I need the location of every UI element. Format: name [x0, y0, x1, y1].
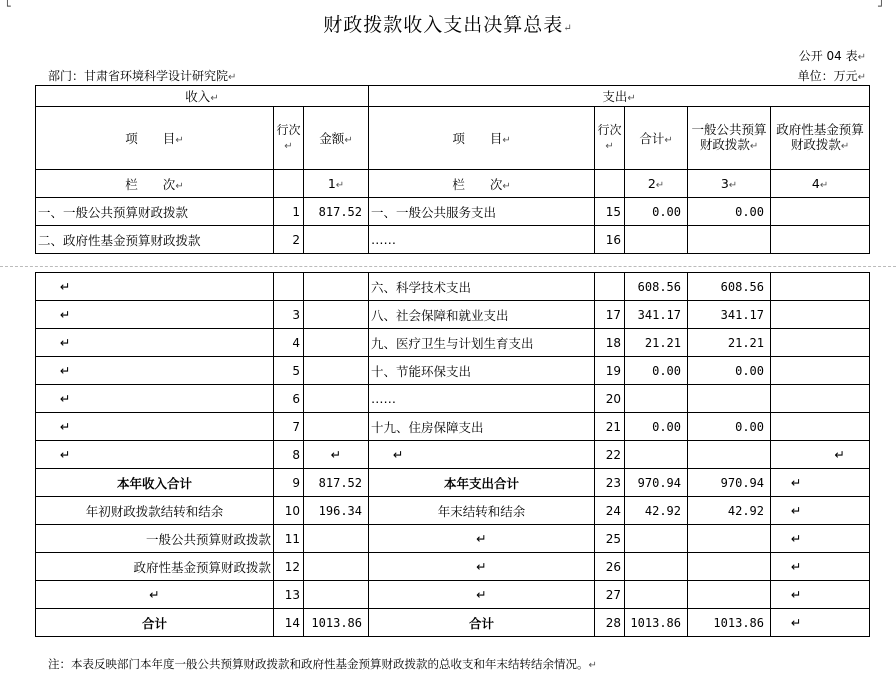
total-cell: 1013.86	[625, 609, 688, 637]
lanci-income-line	[274, 170, 304, 198]
expense-item-cell: ……	[369, 385, 595, 413]
table-row	[36, 413, 870, 441]
income-amount-cell	[304, 273, 369, 301]
general-budget-cell: 0.00	[688, 413, 771, 441]
expense-line-cell: 28	[595, 609, 625, 637]
general-budget-cell: 0.00	[688, 198, 771, 226]
table-row	[36, 469, 870, 497]
income-amount-cell	[304, 301, 369, 329]
footnote: 注：本表反映部门本年度一般公共预算财政拨款和政府性基金预算财政拨款的总收支和年末结转结余情况。↵	[48, 657, 597, 671]
fund-budget-cell: ↵	[771, 497, 870, 525]
income-line-cell: 1	[274, 198, 304, 226]
general-budget-cell	[688, 226, 771, 254]
income-item-cell: ↵	[36, 385, 274, 413]
total-header: 合计↵	[625, 107, 688, 170]
expense-item-cell: 一、一般公共服务支出	[369, 198, 595, 226]
fund-budget-cell	[771, 413, 870, 441]
income-item-cell: 一、一般公共预算财政拨款	[36, 198, 274, 226]
income-line-cell	[274, 273, 304, 301]
general-budget-cell	[688, 385, 771, 413]
expense-line-cell: 23	[595, 469, 625, 497]
fund-budget-cell	[771, 329, 870, 357]
income-line-cell: 2	[274, 226, 304, 254]
income-line-cell: 3	[274, 301, 304, 329]
expense-item-cell: ……	[369, 226, 595, 254]
income-item-cell: 二、政府性基金预算财政拨款	[36, 226, 274, 254]
total-cell: 21.21	[625, 329, 688, 357]
general-budget-cell: 970.94	[688, 469, 771, 497]
expense-line-cell: 19	[595, 357, 625, 385]
expense-line-header: 行次↵	[595, 107, 625, 170]
income-amount-cell: ↵	[304, 441, 369, 469]
table-row	[36, 226, 870, 254]
expense-item-cell: ↵	[369, 441, 595, 469]
fund-budget-header: 政府性基金预算财政拨款↵	[771, 107, 870, 170]
expense-line-cell: 22	[595, 441, 625, 469]
unit-label: 单位：万元↵	[797, 69, 866, 83]
lanci-expense-line	[595, 170, 625, 198]
fund-budget-cell: ↵	[771, 525, 870, 553]
income-item-header: 项 目↵	[36, 107, 274, 170]
income-line-cell: 14	[274, 609, 304, 637]
budget-table-top	[35, 85, 870, 254]
income-line-header: 行次↵	[274, 107, 304, 170]
income-item-cell: ↵	[36, 301, 274, 329]
expense-line-cell: 27	[595, 581, 625, 609]
income-item-cell: 一般公共预算财政拨款	[36, 525, 274, 553]
income-amount-header: 金额↵	[304, 107, 369, 170]
table-row	[36, 301, 870, 329]
fund-budget-cell: ↵	[771, 553, 870, 581]
total-cell: 970.94	[625, 469, 688, 497]
income-amount-cell	[304, 581, 369, 609]
total-cell: 0.00	[625, 357, 688, 385]
general-budget-cell	[688, 581, 771, 609]
table-row	[36, 357, 870, 385]
general-budget-cell: 608.56	[688, 273, 771, 301]
total-cell: 42.92	[625, 497, 688, 525]
general-budget-cell	[688, 525, 771, 553]
table-row	[36, 497, 870, 525]
income-amount-cell	[304, 413, 369, 441]
income-line-cell: 9	[274, 469, 304, 497]
expense-item-cell: ↵	[369, 525, 595, 553]
income-amount-cell	[304, 226, 369, 254]
budget-table-bottom	[35, 272, 870, 637]
income-item-cell: ↵	[36, 357, 274, 385]
income-amount-cell: 817.52	[304, 469, 369, 497]
col-no-general: 3↵	[688, 170, 771, 198]
total-cell	[625, 385, 688, 413]
expense-item-cell: 年末结转和结余	[369, 497, 595, 525]
income-line-cell: 11	[274, 525, 304, 553]
income-item-cell: ↵	[36, 581, 274, 609]
income-line-cell: 5	[274, 357, 304, 385]
expense-line-cell: 21	[595, 413, 625, 441]
expense-item-cell: 六、科学技术支出	[369, 273, 595, 301]
total-cell	[625, 441, 688, 469]
income-line-cell: 6	[274, 385, 304, 413]
fund-budget-cell	[771, 273, 870, 301]
income-amount-cell: 196.34	[304, 497, 369, 525]
fund-budget-cell	[771, 301, 870, 329]
table-row	[36, 581, 870, 609]
expense-line-cell: 16	[595, 226, 625, 254]
total-cell: 608.56	[625, 273, 688, 301]
general-budget-cell: 341.17	[688, 301, 771, 329]
fund-budget-cell: ↵	[771, 469, 870, 497]
expense-item-cell: ↵	[369, 553, 595, 581]
department-label: 部门：甘肃省环境科学设计研究院↵	[48, 69, 237, 83]
expense-line-cell: 25	[595, 525, 625, 553]
expense-line-cell: 24	[595, 497, 625, 525]
income-amount-cell	[304, 329, 369, 357]
general-budget-cell	[688, 553, 771, 581]
income-line-cell: 4	[274, 329, 304, 357]
total-cell: 341.17	[625, 301, 688, 329]
income-amount-cell: 817.52	[304, 198, 369, 226]
income-line-cell: 7	[274, 413, 304, 441]
expense-line-cell: 17	[595, 301, 625, 329]
general-budget-cell: 1013.86	[688, 609, 771, 637]
form-number: 公开 04 表↵	[798, 49, 866, 63]
fund-budget-cell: ↵	[771, 609, 870, 637]
corner-mark-left: └	[4, 0, 11, 13]
income-amount-cell: 1013.86	[304, 609, 369, 637]
expense-line-cell: 18	[595, 329, 625, 357]
expense-item-cell: 八、社会保障和就业支出	[369, 301, 595, 329]
income-line-cell: 13	[274, 581, 304, 609]
general-budget-cell: 0.00	[688, 357, 771, 385]
page-break	[0, 266, 896, 267]
income-amount-cell	[304, 553, 369, 581]
income-line-cell: 12	[274, 553, 304, 581]
expense-item-cell: 本年支出合计	[369, 469, 595, 497]
income-item-cell: 政府性基金预算财政拨款	[36, 553, 274, 581]
total-cell: 0.00	[625, 198, 688, 226]
expense-line-cell: 26	[595, 553, 625, 581]
general-budget-cell: 42.92	[688, 497, 771, 525]
total-cell	[625, 226, 688, 254]
expense-item-header: 项 目↵	[369, 107, 595, 170]
table-row	[36, 273, 870, 301]
general-budget-header: 一般公共预算财政拨款↵	[688, 107, 771, 170]
general-budget-cell: 21.21	[688, 329, 771, 357]
page-title: 财政拨款收入支出决算总表↵	[323, 14, 573, 36]
expense-item-cell: ↵	[369, 581, 595, 609]
expense-item-cell: 十九、住房保障支出	[369, 413, 595, 441]
expense-line-cell	[595, 273, 625, 301]
table-row	[36, 385, 870, 413]
fund-budget-cell	[771, 198, 870, 226]
income-item-cell: 年初财政拨款结转和结余	[36, 497, 274, 525]
col-no-total: 2↵	[625, 170, 688, 198]
table-row	[36, 198, 870, 226]
expense-item-cell: 合计	[369, 609, 595, 637]
fund-budget-cell: ↵	[771, 581, 870, 609]
table-row	[36, 525, 870, 553]
col-no-amount: 1↵	[304, 170, 369, 198]
expense-item-cell: 十、节能环保支出	[369, 357, 595, 385]
expense-line-cell: 15	[595, 198, 625, 226]
income-item-cell: ↵	[36, 329, 274, 357]
income-header: 收入↵	[36, 86, 369, 107]
expense-line-cell: 20	[595, 385, 625, 413]
table-row	[36, 609, 870, 637]
total-cell: 0.00	[625, 413, 688, 441]
table-row	[36, 553, 870, 581]
lanci-income: 栏 次↵	[36, 170, 274, 198]
table-row	[36, 441, 870, 469]
income-line-cell: 10	[274, 497, 304, 525]
expense-header: 支出↵	[369, 86, 870, 107]
total-cell	[625, 525, 688, 553]
total-cell	[625, 581, 688, 609]
income-item-cell: 本年收入合计	[36, 469, 274, 497]
expense-item-cell: 九、医疗卫生与计划生育支出	[369, 329, 595, 357]
lanci-expense: 栏 次↵	[369, 170, 595, 198]
income-line-cell: 8	[274, 441, 304, 469]
income-item-cell: ↵	[36, 273, 274, 301]
fund-budget-cell: ↵	[771, 441, 870, 469]
table-row	[36, 329, 870, 357]
income-item-cell: ↵	[36, 413, 274, 441]
corner-mark-right: ┘	[878, 0, 885, 13]
general-budget-cell	[688, 441, 771, 469]
income-item-cell: ↵	[36, 441, 274, 469]
income-amount-cell	[304, 357, 369, 385]
fund-budget-cell	[771, 357, 870, 385]
income-amount-cell	[304, 525, 369, 553]
total-cell	[625, 553, 688, 581]
income-item-cell: 合计	[36, 609, 274, 637]
col-no-fund: 4↵	[771, 170, 870, 198]
income-amount-cell	[304, 385, 369, 413]
fund-budget-cell	[771, 226, 870, 254]
fund-budget-cell	[771, 385, 870, 413]
